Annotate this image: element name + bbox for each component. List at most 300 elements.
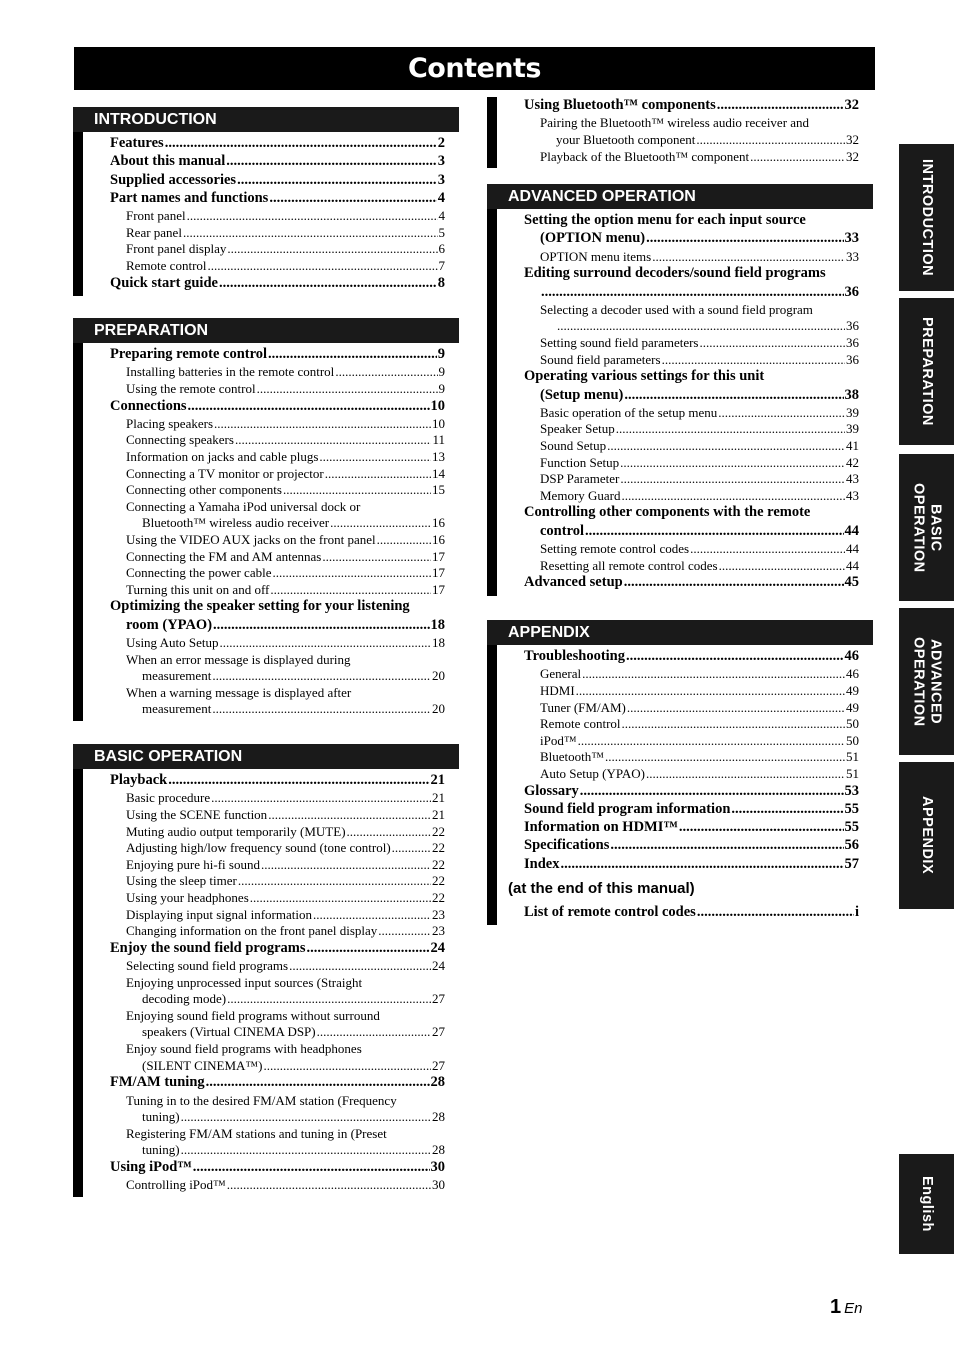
toc-subentry[interactable] xyxy=(126,635,445,651)
toc-subentry-title[interactable]: Selecting a decoder used with a sound field program xyxy=(540,301,813,317)
dot-leader xyxy=(731,801,843,818)
entry-continuation: Bluetooth™ wireless audio receiver xyxy=(142,515,330,531)
page-ref: 20 xyxy=(432,701,445,717)
entry-title: Basic procedure xyxy=(126,790,211,806)
entry-title: Connecting other components xyxy=(126,482,282,498)
dot-leader xyxy=(212,701,431,717)
toc-entry-title[interactable]: Optimizing the speaker setting for your listening xyxy=(110,598,410,615)
page-ref: 22 xyxy=(432,889,445,905)
dot-leader xyxy=(582,666,845,682)
dot-leader xyxy=(560,856,843,873)
section-rule xyxy=(487,645,497,925)
entry-title: Selecting sound field programs xyxy=(126,958,289,973)
toc-subentry[interactable] xyxy=(126,857,445,873)
page-ref: 5 xyxy=(438,224,445,240)
toc-subentry[interactable] xyxy=(540,149,859,165)
page-ref: 32 xyxy=(846,131,859,147)
page-ref: 16 xyxy=(432,515,445,531)
toc-subentry[interactable] xyxy=(556,318,859,334)
page-ref: 9 xyxy=(438,380,445,396)
toc-entry[interactable] xyxy=(524,783,859,800)
toc-entry[interactable] xyxy=(540,230,859,247)
page-ref: 2 xyxy=(437,135,445,151)
page-ref: 20 xyxy=(432,668,445,684)
page-ref: 21 xyxy=(432,806,445,822)
entry-title: Muting audio output temporarily (MUTE) xyxy=(126,823,346,839)
section-heading: PREPARATION xyxy=(73,318,459,343)
page-ref: 36 xyxy=(846,351,859,367)
dot-leader xyxy=(227,241,437,257)
dot-leader xyxy=(268,346,437,363)
entry-title: Playback xyxy=(110,772,168,788)
toc-subentry[interactable] xyxy=(142,668,445,684)
entry-continuation: your Bluetooth component xyxy=(556,131,696,147)
page-ref: 42 xyxy=(846,454,859,470)
toc-subentry[interactable] xyxy=(126,890,445,906)
toc-subentry[interactable] xyxy=(540,700,859,716)
dot-leader xyxy=(227,991,431,1007)
dot-leader xyxy=(212,668,431,684)
side-tab-appendix[interactable] xyxy=(899,762,954,909)
entry-title: Supplied accessories xyxy=(110,171,237,188)
entry-title: Preparing remote control xyxy=(110,346,268,362)
section-rule xyxy=(487,209,497,596)
toc-entry[interactable] xyxy=(524,648,859,665)
dot-leader xyxy=(181,1109,431,1125)
entry-title: Playback of the Bluetooth™ component xyxy=(540,148,750,164)
dot-leader xyxy=(646,766,845,782)
toc-subentry-title[interactable]: Registering FM/AM stations and tuning in (Preset xyxy=(126,1125,387,1141)
page-ref: 6 xyxy=(438,241,445,257)
dot-leader xyxy=(165,135,437,152)
toc-subentry[interactable] xyxy=(540,683,859,699)
page-ref: 57 xyxy=(844,855,859,872)
entry-continuation: speakers (Virtual CINEMA DSP) xyxy=(142,1024,316,1040)
section-heading: INTRODUCTION xyxy=(73,107,459,132)
entry-title: Rear panel xyxy=(126,224,182,240)
toc-subentry[interactable] xyxy=(126,840,445,856)
page-ref: 18 xyxy=(432,635,445,650)
entry-title: Turning this unit on and off xyxy=(126,581,270,597)
toc-entry[interactable] xyxy=(110,940,445,957)
toc-subentry[interactable] xyxy=(126,549,445,565)
toc-subentry[interactable] xyxy=(126,565,445,581)
toc-subentry[interactable] xyxy=(540,749,859,765)
entry-title: Index xyxy=(524,855,560,872)
toc-subentry[interactable] xyxy=(556,132,859,148)
toc-subentry[interactable] xyxy=(540,558,859,574)
dot-leader xyxy=(624,387,843,404)
toc-entry[interactable] xyxy=(524,856,859,873)
dot-leader xyxy=(627,700,845,716)
dot-leader xyxy=(335,364,437,380)
toc-subentry[interactable] xyxy=(540,733,859,749)
side-tab-label: ADVANCED OPERATION xyxy=(910,636,944,727)
page-ref: 7 xyxy=(438,258,445,273)
dot-leader xyxy=(607,438,845,454)
toc-entry[interactable] xyxy=(110,275,445,292)
dot-leader xyxy=(183,225,438,241)
page-ref: 18 xyxy=(430,616,445,633)
entry-title: Quick start guide xyxy=(110,274,218,291)
dot-leader xyxy=(585,523,843,540)
toc-subentry[interactable] xyxy=(126,364,445,380)
dot-leader xyxy=(289,958,431,974)
dot-leader xyxy=(269,190,436,207)
page-ref: 3 xyxy=(437,153,445,170)
toc-subentry[interactable] xyxy=(540,488,859,504)
toc-entry-title[interactable]: Editing surround decoders/sound field programs xyxy=(524,265,826,282)
page-ref: 27 xyxy=(432,991,445,1007)
toc-subentry[interactable] xyxy=(540,421,859,437)
toc-subentry[interactable] xyxy=(126,807,445,823)
toc-subentry[interactable] xyxy=(540,716,859,732)
toc-subentry[interactable] xyxy=(142,1142,445,1158)
toc-subentry[interactable] xyxy=(126,790,445,806)
toc-entry[interactable] xyxy=(110,1159,445,1176)
dot-leader xyxy=(718,405,845,421)
toc-entry[interactable] xyxy=(110,398,445,415)
entry-title: Connecting speakers xyxy=(126,432,234,448)
toc-subentry[interactable] xyxy=(142,1109,445,1125)
page-ref: 36 xyxy=(846,318,859,334)
dot-leader xyxy=(330,515,431,531)
entry-title: Using iPod™ xyxy=(110,1158,192,1175)
dot-leader xyxy=(696,132,845,148)
toc-entry[interactable] xyxy=(540,523,859,540)
entry-title: Front panel xyxy=(126,208,186,224)
toc-subentry[interactable] xyxy=(126,241,445,257)
dot-leader xyxy=(378,923,431,939)
dot-leader xyxy=(578,733,845,749)
toc-entry[interactable] xyxy=(540,284,859,301)
side-tab-introduction[interactable] xyxy=(899,144,954,291)
language-tab[interactable] xyxy=(899,1154,954,1254)
entry-title: Resetting all remote control codes xyxy=(540,557,718,573)
entry-continuation: (SILENT CINEMA™) xyxy=(142,1057,263,1073)
entry-continuation: control xyxy=(540,522,585,539)
toc-entry-title[interactable]: Controlling other components with the remote xyxy=(524,504,811,521)
toc-subentry-title[interactable]: Enjoying unprocessed input sources (Straight xyxy=(126,974,363,990)
page-ref: 36 xyxy=(846,335,859,350)
dot-leader xyxy=(206,1074,430,1091)
dot-leader xyxy=(188,398,430,415)
entry-title: Sound Setup xyxy=(540,438,607,453)
toc-subentry[interactable] xyxy=(126,907,445,923)
dot-leader xyxy=(219,275,437,292)
page-ref: 39 xyxy=(846,404,859,420)
page-ref: 17 xyxy=(432,548,445,564)
dot-leader xyxy=(319,449,431,465)
page-ref: 15 xyxy=(432,482,445,498)
entry-title: Remote control xyxy=(540,716,621,732)
page-ref: 9 xyxy=(437,346,445,362)
page-ref: 41 xyxy=(846,438,859,453)
page-ref: 33 xyxy=(844,230,859,247)
side-tab-basic-operation[interactable] xyxy=(899,454,954,601)
page-ref: 22 xyxy=(432,856,445,872)
toc-entry[interactable] xyxy=(524,904,859,921)
toc-subentry[interactable] xyxy=(540,249,859,265)
dot-leader xyxy=(719,558,845,574)
page-ref: 17 xyxy=(432,581,445,597)
dot-leader xyxy=(392,840,431,856)
dot-leader xyxy=(235,432,432,448)
dot-leader xyxy=(283,482,431,498)
page-ref: 46 xyxy=(844,648,859,664)
toc-subentry[interactable] xyxy=(126,449,445,465)
dot-leader xyxy=(605,749,845,765)
entry-title: Connecting the power cable xyxy=(126,565,272,581)
page-ref: 49 xyxy=(846,682,859,698)
entry-title: iPod™ xyxy=(540,732,577,748)
dot-leader xyxy=(317,1024,431,1040)
entry-title: OPTION menu items xyxy=(540,248,652,264)
dot-leader xyxy=(263,1058,431,1074)
page-ref: i xyxy=(854,904,859,920)
toc-subentry-title[interactable]: Enjoying sound field programs without surround xyxy=(126,1007,380,1023)
page-ref: 28 xyxy=(432,1142,445,1158)
page-ref: 8 xyxy=(437,274,445,291)
toc-subentry[interactable] xyxy=(142,701,445,717)
section-heading: APPENDIX xyxy=(487,620,873,645)
toc-subentry[interactable] xyxy=(126,532,445,548)
section-heading: ADVANCED OPERATION xyxy=(487,184,873,209)
toc-subentry[interactable] xyxy=(540,335,859,351)
dot-leader xyxy=(717,97,844,114)
toc-subentry[interactable] xyxy=(540,438,859,454)
toc-entry[interactable] xyxy=(126,617,445,634)
entry-title: Troubleshooting xyxy=(524,648,625,664)
entry-title: Using Bluetooth™ components xyxy=(524,97,716,113)
page-title: Contents xyxy=(74,47,875,90)
toc-subentry[interactable] xyxy=(126,416,445,432)
entry-title: Using the sleep timer xyxy=(126,873,237,889)
toc-entry[interactable] xyxy=(110,190,445,207)
dot-leader xyxy=(626,648,844,665)
dot-leader xyxy=(261,857,431,873)
dot-leader xyxy=(377,532,431,548)
entry-title: Connecting the FM and AM antennas xyxy=(126,548,322,564)
toc-subentry-title[interactable]: Connecting a Yamaha iPod universal dock or xyxy=(126,498,361,514)
toc-subentry-title[interactable]: When a warning message is displayed after xyxy=(126,684,352,700)
entry-title: Using the VIDEO AUX jacks on the front panel xyxy=(126,532,376,547)
dot-leader xyxy=(620,455,845,471)
page-ref: 56 xyxy=(844,837,859,854)
toc-subentry[interactable] xyxy=(126,208,445,224)
toc-subentry-title[interactable]: Enjoy sound field programs with headphones xyxy=(126,1041,362,1056)
toc-subentry[interactable] xyxy=(126,381,445,397)
page-ref: 53 xyxy=(844,782,859,799)
dot-leader xyxy=(250,890,431,906)
page-number xyxy=(830,1296,862,1319)
toc-entry[interactable] xyxy=(524,574,859,591)
page-ref: 50 xyxy=(846,716,859,732)
page-ref: 55 xyxy=(844,819,859,836)
page-ref: 23 xyxy=(432,923,445,939)
dot-leader xyxy=(325,466,431,482)
entry-title: FM/AM tuning xyxy=(110,1074,205,1091)
entry-continuation: decoding mode) xyxy=(142,991,227,1007)
toc-subentry[interactable] xyxy=(126,482,445,498)
dot-leader xyxy=(624,574,844,591)
toc-subentry[interactable] xyxy=(126,582,445,598)
toc-entry[interactable] xyxy=(110,346,445,363)
dot-leader xyxy=(214,416,431,432)
toc-entry[interactable] xyxy=(110,135,445,152)
dot-leader xyxy=(700,335,846,351)
dot-leader xyxy=(750,149,845,165)
dot-leader xyxy=(268,807,431,823)
dot-leader xyxy=(576,683,845,699)
toc-subentry[interactable] xyxy=(126,466,445,482)
entry-title: Setting remote control codes xyxy=(540,541,690,556)
page-ref: 21 xyxy=(432,790,445,806)
toc-entry[interactable] xyxy=(110,772,445,789)
entry-title: HDMI xyxy=(540,682,575,698)
page-ref: 27 xyxy=(432,1024,445,1040)
entry-title: Installing batteries in the remote control xyxy=(126,364,335,380)
entry-title: List of remote control codes xyxy=(524,904,696,920)
toc-subentry[interactable] xyxy=(540,455,859,471)
toc-entry[interactable] xyxy=(110,153,445,170)
page-ref: 27 xyxy=(432,1057,445,1073)
page-ref: 24 xyxy=(430,939,445,956)
page-ref: 10 xyxy=(432,415,445,431)
page-ref: 28 xyxy=(432,1109,445,1125)
toc-subentry[interactable] xyxy=(540,766,859,782)
entry-title: Function Setup xyxy=(540,454,620,470)
page-ref: 44 xyxy=(846,557,859,573)
dot-leader xyxy=(622,488,845,504)
page-ref: 33 xyxy=(846,248,859,264)
subheading: (at the end of this manual) xyxy=(508,880,695,897)
dot-leader xyxy=(213,617,429,634)
toc-subentry[interactable] xyxy=(126,873,445,889)
toc-entry[interactable] xyxy=(524,837,859,854)
page-ref: 36 xyxy=(844,283,859,300)
dot-leader xyxy=(187,208,438,224)
dot-leader xyxy=(322,549,431,565)
toc-subentry[interactable] xyxy=(126,923,445,939)
page-ref: 9 xyxy=(438,364,445,380)
entry-title: Adjusting high/low frequency sound (tone control) xyxy=(126,840,391,856)
entry-title: Displaying input signal information xyxy=(126,906,312,922)
dot-leader xyxy=(652,249,845,265)
entry-continuation: (Setup menu) xyxy=(540,386,624,403)
entry-continuation: room (YPAO) xyxy=(126,616,213,633)
entry-title: Controlling iPod™ xyxy=(126,1177,226,1193)
toc-subentry[interactable] xyxy=(126,258,445,274)
page-ref: 38 xyxy=(844,386,859,403)
page-ref: 44 xyxy=(844,522,859,539)
dot-leader xyxy=(347,824,431,840)
dot-leader xyxy=(557,318,845,334)
toc-subentry-title[interactable]: When an error message is displayed during xyxy=(126,651,351,667)
side-tab-label: BASIC OPERATION xyxy=(910,482,944,573)
page-ref: 49 xyxy=(846,699,859,715)
entry-title: Connecting a TV monitor or projector xyxy=(126,465,324,481)
entry-title: Specifications xyxy=(524,837,610,854)
toc-subentry[interactable] xyxy=(142,991,445,1007)
toc-subentry[interactable] xyxy=(126,824,445,840)
dot-leader xyxy=(541,284,844,301)
page-ref: 32 xyxy=(846,148,859,164)
entry-title: Setting sound field parameters xyxy=(540,335,699,350)
entry-title: Information on jacks and cable plugs xyxy=(126,449,319,464)
toc-subentry[interactable] xyxy=(126,958,445,974)
page-ref: 4 xyxy=(437,189,445,206)
dot-leader xyxy=(226,153,437,170)
dot-leader xyxy=(257,381,438,397)
toc-subentry[interactable] xyxy=(540,405,859,421)
page-language: En xyxy=(844,1300,863,1317)
toc-subentry[interactable] xyxy=(126,225,445,241)
page-ref: 22 xyxy=(432,840,445,856)
entry-continuation: tuning) xyxy=(142,1109,180,1125)
toc-subentry-title[interactable]: Tuning in to the desired FM/AM station (Frequency xyxy=(126,1092,397,1108)
page-ref: 44 xyxy=(846,541,859,556)
side-tab-advanced-operation[interactable] xyxy=(899,608,954,755)
toc-entry[interactable] xyxy=(110,1074,445,1091)
dot-leader xyxy=(622,716,845,732)
toc-subentry[interactable] xyxy=(126,1177,445,1193)
toc-subentry[interactable] xyxy=(142,1058,445,1074)
page-ref: 50 xyxy=(846,732,859,748)
toc-subentry[interactable] xyxy=(540,352,859,368)
entry-continuation: tuning) xyxy=(142,1142,180,1158)
entry-title: Tuner (FM/AM) xyxy=(540,699,626,715)
toc-subentry[interactable] xyxy=(142,1024,445,1040)
side-tab-preparation[interactable] xyxy=(899,298,954,445)
page-ref: 30 xyxy=(432,1177,445,1193)
toc-entry[interactable] xyxy=(540,387,859,404)
dot-leader xyxy=(679,819,844,836)
entry-title: Using the SCENE function xyxy=(126,806,268,822)
dot-leader xyxy=(616,421,845,437)
toc-subentry[interactable] xyxy=(142,515,445,531)
toc-subentry[interactable] xyxy=(540,666,859,682)
toc-subentry[interactable] xyxy=(540,541,859,557)
dot-leader xyxy=(168,772,429,789)
toc-entry-title[interactable]: Operating various settings for this unit xyxy=(524,368,765,385)
toc-subentry-title[interactable]: Pairing the Bluetooth™ wireless audio receiver and xyxy=(540,115,810,131)
page-ref: 43 xyxy=(846,471,859,487)
toc-entry-title[interactable]: Setting the option menu for each input source xyxy=(524,212,806,228)
toc-subentry[interactable] xyxy=(126,432,445,448)
toc-entry[interactable] xyxy=(524,819,859,836)
entry-title: Changing information on the front panel display xyxy=(126,923,378,939)
entry-title: Remote control xyxy=(126,258,207,273)
toc-subentry[interactable] xyxy=(540,471,859,487)
page-ref: 51 xyxy=(846,765,859,781)
toc-entry[interactable] xyxy=(110,172,445,189)
page-ref: 14 xyxy=(432,465,445,481)
page-ref: 55 xyxy=(844,800,859,817)
entry-title: Glossary xyxy=(524,782,579,799)
entry-title: Advanced setup xyxy=(524,574,623,591)
page-ref: 3 xyxy=(437,171,445,188)
toc-entry[interactable] xyxy=(524,801,859,818)
toc-entry[interactable] xyxy=(524,97,859,114)
entry-title: Bluetooth™ xyxy=(540,749,605,765)
entry-title: General xyxy=(540,666,582,682)
dot-leader xyxy=(690,541,845,557)
dot-leader xyxy=(181,1142,431,1158)
entry-title: Part names and functions xyxy=(110,189,269,206)
page-number-value: 1 xyxy=(830,1296,842,1318)
dot-leader xyxy=(237,172,437,189)
